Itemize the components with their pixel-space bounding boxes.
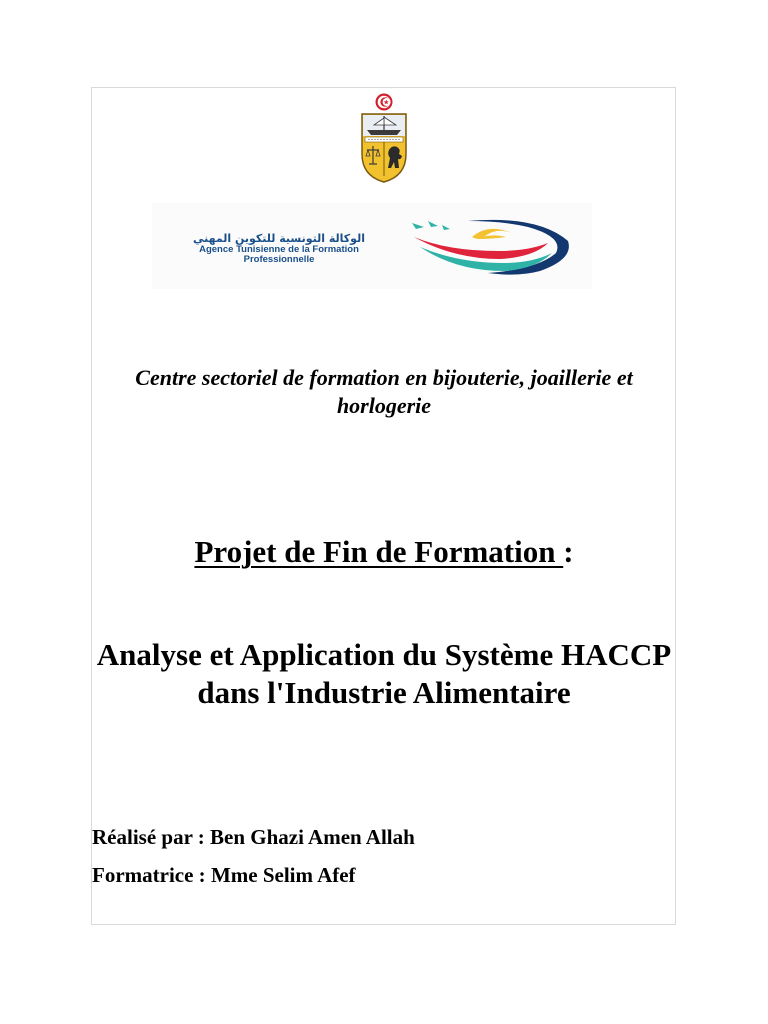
author-line	[92, 824, 415, 850]
agency-name-arabic: الوكالة التونسية للتكوين المهني	[193, 232, 365, 245]
trainer-label: Formatrice :	[92, 863, 211, 887]
atfp-swoosh-logo	[408, 217, 570, 277]
agency-name-fr-line2: Professionnelle	[243, 254, 315, 265]
project-subject: Analyse et Application du Système HACCP dans l'Industrie Alimentaire	[96, 637, 672, 710]
agency-name-fr-line1: Agence Tunisienne de la Formation	[199, 244, 359, 255]
tunisia-coat-of-arms-icon	[352, 92, 416, 184]
trainer-line	[92, 862, 356, 888]
author-name: Ben Ghazi Amen Allah	[210, 825, 415, 849]
project-heading	[91, 532, 677, 572]
centre-title: Centre sectoriel de formation en bijouterie, joaillerie et horlogerie	[135, 365, 633, 418]
trainer-name: Mme Selim Afef	[210, 863, 356, 887]
project-heading-underlined: Projet de Fin de Formation	[194, 534, 564, 569]
author-label: Réalisé par :	[92, 825, 211, 849]
project-heading-colon: :	[563, 534, 574, 569]
agency-logo-text	[178, 233, 380, 265]
